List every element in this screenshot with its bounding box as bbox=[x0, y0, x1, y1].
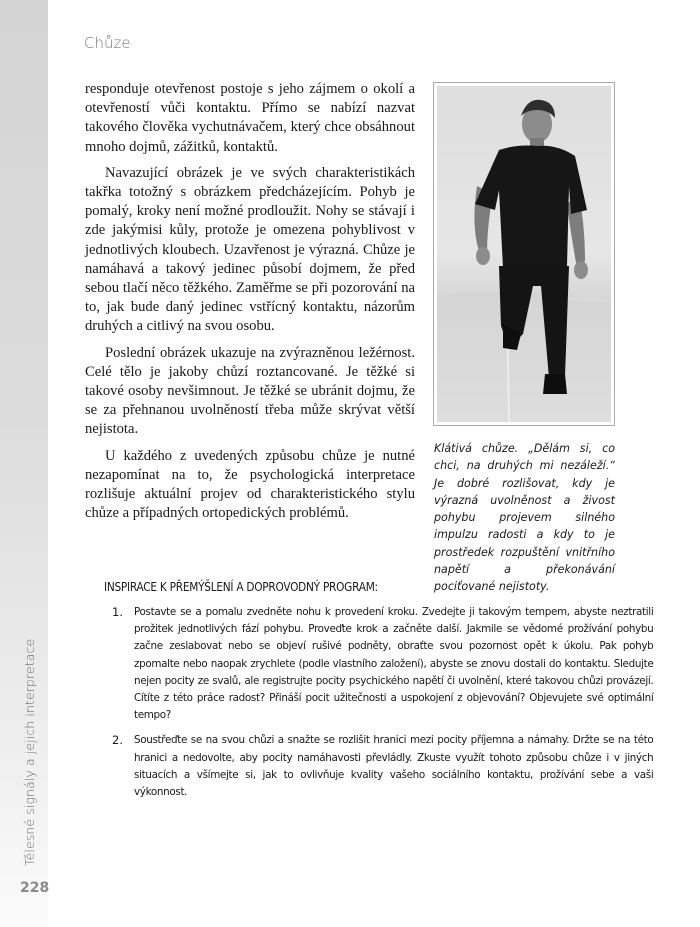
list-item-number: 1. bbox=[112, 605, 123, 619]
walking-man-photo bbox=[437, 86, 611, 422]
figure-caption: Klátivá chůze. „Dělám si, co chci, na druhých mi nezáleží.“ Je dobré rozlišovat, kdy je výrazná uvolněnost a živost pohybu projevem silného impulzu radosti a kdy to je prostředek rozpuštění vnitřního napětí a překonávání pociťované nejistoty. bbox=[434, 442, 615, 594]
page-number: 228 bbox=[20, 880, 50, 896]
paragraph: Poslední obrázek ukazuje na zvýrazněnou ležérnost. Celé tělo je jakoby chůzí roztancované. Je těžké si takové osoby nevšimnout. Je těžké se ubránit dojmu, že se za přehnanou uvolněností třeba může skrývat větší nejistota. bbox=[85, 344, 415, 438]
page-sidebar bbox=[0, 0, 48, 927]
list-item-number: 2. bbox=[112, 733, 123, 748]
exercise-list bbox=[104, 604, 660, 801]
body-text-column bbox=[85, 80, 415, 530]
exercise-heading: INSPIRACE K PŘEMÝŠLENÍ A DOPROVODNÝ PROGRAM: bbox=[104, 580, 378, 594]
vertical-chapter-title: Tělesné signály a jejich interpretace bbox=[22, 638, 37, 866]
paragraph: U každého z uvedených způsobu chůze je nutné nezapomínat na to, že psychologická interpretace rozlišuje aktuální projev od charakteristického stylu chůze a případných ortopedických problémů. bbox=[85, 447, 415, 522]
paragraph: responduje otevřenost postoje s jeho zájmem o okolí a otevřeností vůči kontaktu. Přímo se nabízí nazvat takového člověka vychutnávačem, který chce obsáhnout mnoho dojmů, zážitků, kontaktů. bbox=[85, 81, 415, 155]
figure-photo-frame bbox=[433, 82, 615, 426]
list-item bbox=[104, 604, 660, 724]
list-item-text: Postavte se a pomalu zvedněte nohu k provedení kroku. Zvedejte ji takovým tempem, abyste neztratili prožitek jednotlivých fází pohybu. Proveďte krok a začněte další. Jakmile se vědomé prožívání pohybu začne zeslabovat nebo se objeví rušivé podněty, obraťte svou pozornost opět k úkolu. Pak pohyb zpomalte nebo naopak zrychlete (podle vlastního založení), abyste se znovu dostali do kontaktu. Sledujte nejen pocity ze svalů, ale registrujte pocity psychického napětí či uvolnění, které takovou chůzi provázejí. Cítíte z této práce radost? Přináší pocit užitečnosti a uspokojení z objevování? Objevujete své optimální tempo? bbox=[134, 606, 654, 722]
running-head: Chůze bbox=[84, 34, 131, 52]
man-silhouette-icon bbox=[437, 86, 611, 422]
paragraph: Navazující obrázek je ve svých charakteristikách takřka totožný s obrázkem předcházejícím. Pohyb je pomalý, kroky není možné prodloužit. Nohy se stávají i zde jakýmisi kůly, protože je omezena pohyblivost v jednotlivých kloubech. Uzavřenost je výrazná. Chůze je namáhavá a takový jedinec působí dojmem, že před sebou tlačí něco těžkého. Zaměřme se při pozorování na to, jak bude daný jedinec vstřícný kontaktu, názorům druhých a citlivý na svou osobu. bbox=[85, 164, 415, 335]
list-item-text: Soustřeďte se na svou chůzi a snažte se rozlišit hranici mezi pocity příjemna a námahy. Držte se na této hranici a nedovolte, aby pocity namáhavosti převládly. Zkuste využít tohoto způsobu chůze i v jiných situacích a všímejte si, jak to ovlivňuje kvality vašeho sociálního kontaktu, prožívání sebe a vaši výkonnost. bbox=[134, 734, 654, 799]
list-item bbox=[104, 732, 660, 801]
exercise-section bbox=[104, 580, 660, 809]
